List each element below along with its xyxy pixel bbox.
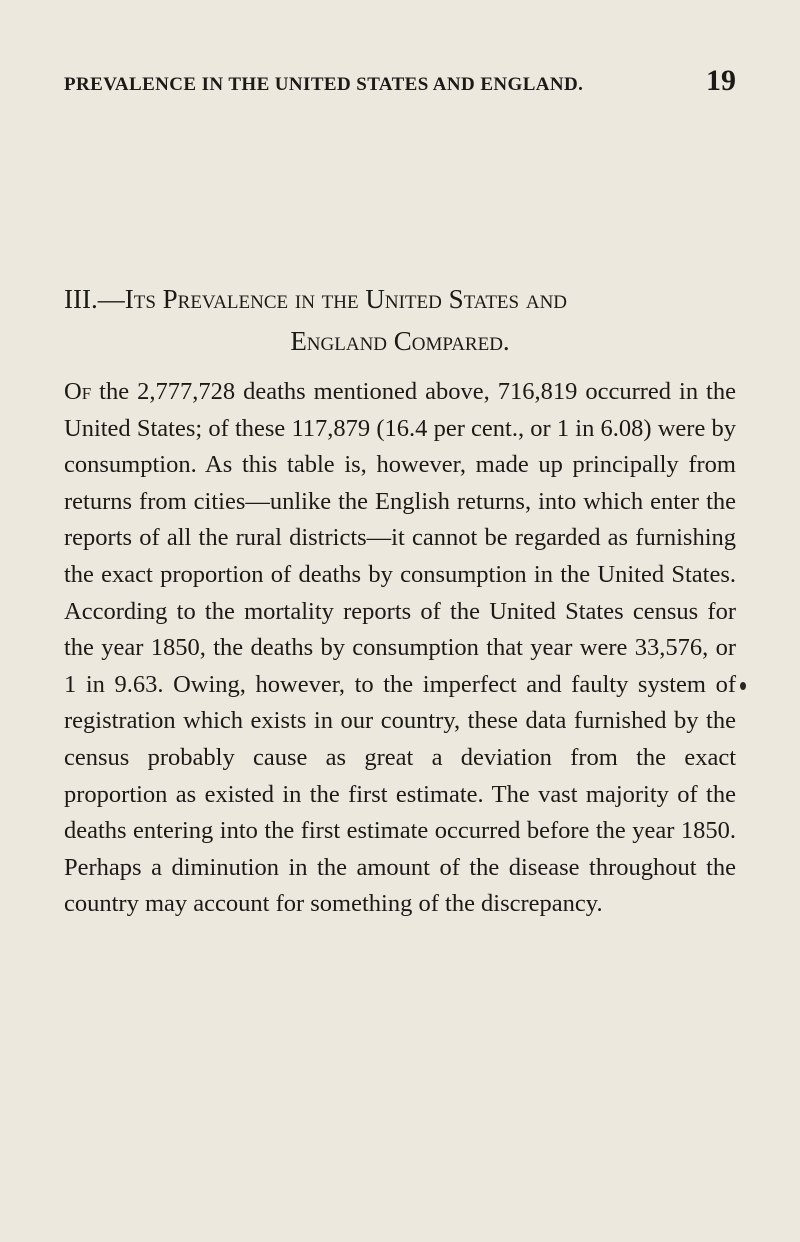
body-paragraph [64,374,736,923]
section-heading-line-1: III.—Its Prevalence in the United States and [64,284,568,314]
section-heading-line-2: England Compared. [290,326,510,356]
running-title: PREVALENCE IN THE UNITED STATES AND ENGLAND. [64,74,584,95]
ink-spot-mark [740,682,746,690]
page-number: 19 [706,64,736,97]
section-heading [64,278,736,362]
paragraph-text: the 2,777,728 deaths mentioned above, 716,819 occurred in the United States; of these 117,879 (16.4 per cent., or 1 in 6.08) were by consumption. As this table is, however, made up principally from returns from cities—unlike the English returns, into which enter the reports of all the rural districts—it cannot be regarded as furnishing the exact proportion of deaths by consumption in the United States. According to the mortality reports of the United States census for the year 1850, the deaths by consumption that year were 33,576, or 1 in 9.63. Owing, however, to the imperfect and faulty system of registration which exists in our country, these data furnished by the census probably cause as great a deviation from the exact proportion as existed in the first estimate. The vast majority of the deaths entering into the first estimate occurred before the year 1850. Perhaps a diminution in the amount of the disease throughout the country may account for something of the discrepancy. [64,378,736,918]
running-head [64,64,736,104]
paragraph-first-word: Of [64,378,92,405]
